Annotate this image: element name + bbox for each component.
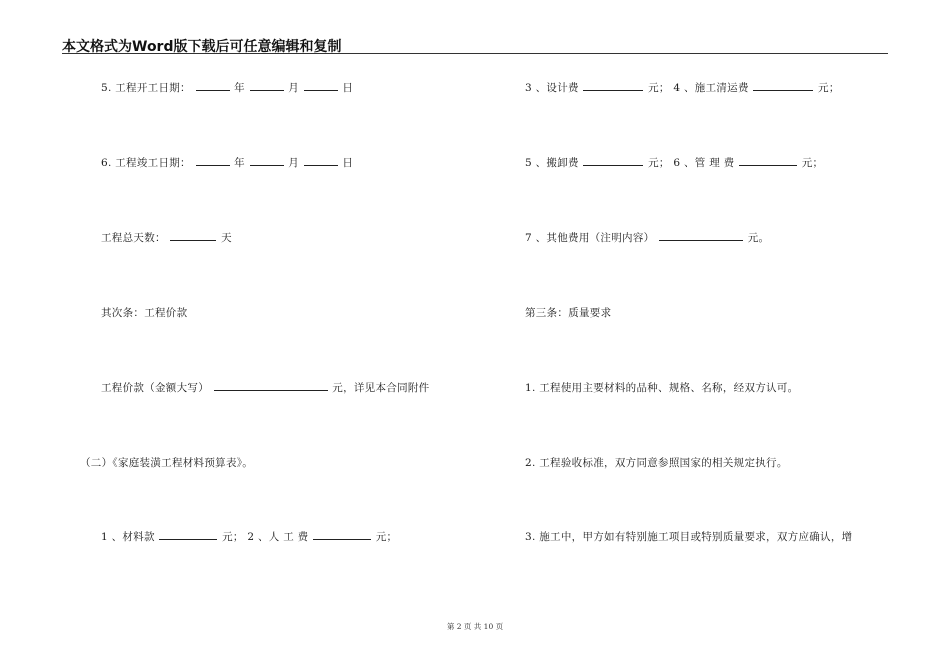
- price-label: 工程价款（金额大写）: [101, 382, 209, 394]
- fees-line-5-6: [525, 155, 823, 170]
- design-fee-label: 3 、设计费: [525, 82, 579, 94]
- design-fee-blank: [583, 81, 643, 91]
- material-fee-label: 1 、材料款: [101, 531, 155, 543]
- fees-line-1: [101, 529, 397, 544]
- end-date-label: 6. 工程竣工日期：: [101, 157, 191, 169]
- management-fee-unit: 元；: [801, 157, 824, 169]
- other-fee-blank: [659, 231, 743, 241]
- start-date-label: 5. 工程开工日期：: [101, 82, 191, 94]
- start-day-blank: [304, 81, 338, 91]
- other-fee-line: [525, 230, 769, 245]
- labor-fee-unit: 元；: [375, 531, 398, 543]
- start-day-unit: 日: [342, 82, 354, 94]
- start-date-line: [101, 80, 353, 95]
- material-fee-blank: [159, 530, 217, 540]
- start-month-blank: [250, 81, 284, 91]
- price-blank: [214, 381, 328, 391]
- other-fee-label: 7 、其他费用（注明内容）: [525, 232, 655, 244]
- cleanup-fee-label: 元； 4 、施工清运费: [648, 82, 749, 94]
- cleanup-fee-unit: 元；: [818, 82, 840, 94]
- end-month-unit: 月: [288, 157, 300, 169]
- end-day-unit: 日: [342, 157, 354, 169]
- quality-item-2: 2. 工程验收标准，双方同意参照国家的相关规定执行。: [525, 457, 788, 469]
- end-date-line: [101, 155, 353, 170]
- cleanup-fee-blank: [753, 81, 813, 91]
- quality-item-1: 1. 工程使用主要材料的品种、规格、名称，经双方认可。: [525, 382, 799, 394]
- moving-fee-blank: [583, 156, 643, 166]
- price-suffix: 元，详见本合同附件: [332, 382, 430, 394]
- header-divider: [62, 53, 888, 54]
- management-fee-label: 元； 6 、管 理 费: [648, 157, 735, 169]
- document-header: 本文格式为Word版下载后可任意编辑和复制: [62, 39, 342, 55]
- appendix-line: （二）《家庭装潢工程材料预算表》。: [80, 457, 254, 469]
- start-month-unit: 月: [288, 82, 300, 94]
- labor-fee-blank: [313, 530, 371, 540]
- total-days-unit: 天: [221, 232, 232, 244]
- end-year-blank: [196, 156, 230, 166]
- end-year-unit: 年: [234, 157, 245, 169]
- end-month-blank: [250, 156, 284, 166]
- management-fee-blank: [739, 156, 797, 166]
- page-footer: 第 2 页 共 10 页: [446, 622, 504, 631]
- labor-fee-label: 元； 2 、人 工 费: [222, 531, 309, 543]
- price-line: [101, 380, 429, 395]
- other-fee-unit: 元。: [747, 232, 770, 244]
- total-days-line: [101, 230, 232, 245]
- end-day-blank: [304, 156, 338, 166]
- quality-item-3: 3. 施工中，甲方如有特别施工项目或特别质量要求，双方应确认，增: [525, 531, 853, 543]
- start-year-blank: [196, 81, 230, 91]
- article2-title: 其次条：工程价款: [101, 307, 188, 319]
- total-days-label: 工程总天数：: [101, 232, 166, 244]
- moving-fee-label: 5 、搬卸费: [525, 157, 579, 169]
- start-year-unit: 年: [234, 82, 245, 94]
- fees-line-3-4: [525, 80, 840, 95]
- total-days-blank: [170, 231, 216, 241]
- article3-title: 第三条：质量要求: [525, 307, 612, 319]
